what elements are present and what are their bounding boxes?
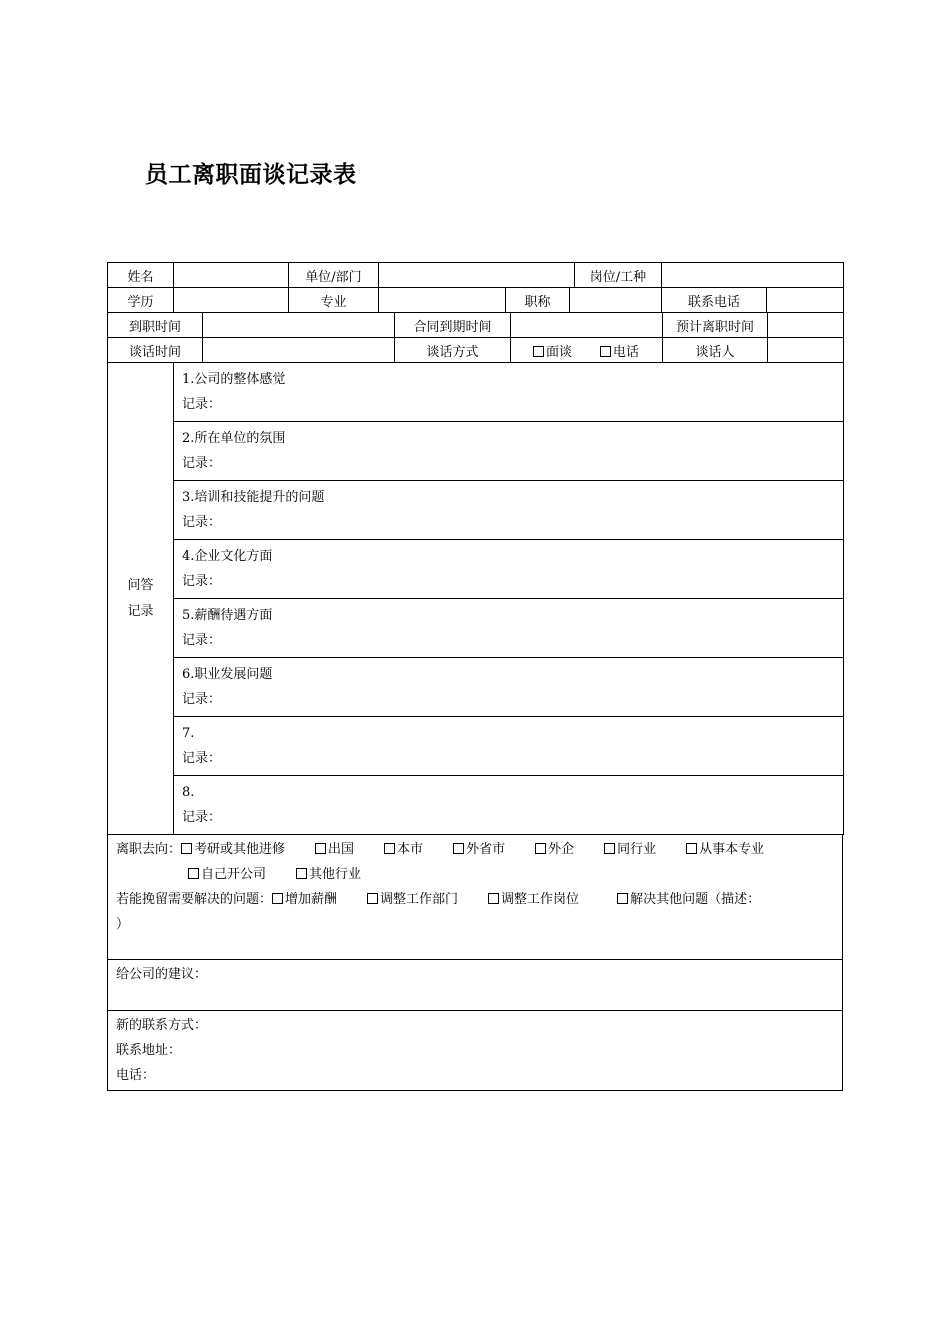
dept-field[interactable]	[379, 263, 575, 288]
checkbox-change-position[interactable]: 调整工作岗位	[488, 887, 579, 912]
destination-table	[107, 834, 843, 960]
talk-time-label: 谈话时间	[108, 338, 203, 363]
checkbox-icon	[686, 843, 697, 854]
qa-item[interactable]: 2.所在单位的氛围 记录：	[174, 422, 844, 481]
suggestion-section[interactable]	[108, 960, 843, 1011]
join-label: 到职时间	[108, 313, 203, 338]
talk-method-options	[511, 338, 663, 363]
info-table-3	[107, 312, 844, 363]
qa-item[interactable]: 1.公司的整体感觉 记录：	[174, 363, 844, 422]
qa-item[interactable]: 5.薪酬待遇方面 记录：	[174, 599, 844, 658]
checkbox-icon	[535, 843, 546, 854]
checkbox-other-province[interactable]: 外省市	[453, 837, 505, 862]
qa-side-label: 问答 记录	[108, 363, 174, 835]
talker-label: 谈话人	[663, 338, 768, 363]
position-field[interactable]	[662, 263, 844, 288]
new-contact-label: 新的联系方式：	[116, 1018, 208, 1033]
title-label: 职称	[506, 288, 570, 313]
checkbox-icon	[188, 868, 199, 879]
leave-label: 预计离职时间	[663, 313, 768, 338]
checkbox-icon	[384, 843, 395, 854]
checkbox-icon	[453, 843, 464, 854]
checkbox-same-major[interactable]: 从事本专业	[686, 837, 764, 862]
education-label: 学历	[108, 288, 174, 313]
name-field[interactable]	[174, 263, 289, 288]
info-table-1	[107, 262, 844, 288]
title-field[interactable]	[570, 288, 662, 313]
join-field[interactable]	[203, 313, 395, 338]
destination-section	[108, 835, 843, 960]
phone-label: 联系电话	[662, 288, 767, 313]
checkbox-phone[interactable]: 电话	[600, 341, 639, 360]
qa-item[interactable]: 3.培训和技能提升的问题 记录：	[174, 481, 844, 540]
checkbox-other-industry[interactable]: 其他行业	[296, 862, 361, 887]
checkbox-icon	[533, 346, 544, 357]
checkbox-icon	[181, 843, 192, 854]
name-label: 姓名	[108, 263, 174, 288]
contact-section[interactable]	[108, 1011, 843, 1091]
checkbox-icon	[315, 843, 326, 854]
contract-field[interactable]	[511, 313, 663, 338]
checkbox-icon	[367, 893, 378, 904]
dept-label: 单位/部门	[289, 263, 379, 288]
checkbox-own-company[interactable]: 自己开公司	[188, 862, 266, 887]
qa-item[interactable]: 6.职业发展问题 记录：	[174, 658, 844, 717]
exit-interview-form	[107, 262, 843, 1091]
retention-close: ）	[116, 917, 130, 932]
suggestion-table	[107, 959, 843, 1011]
checkbox-local[interactable]: 本市	[384, 837, 423, 862]
checkbox-change-department[interactable]: 调整工作部门	[367, 887, 458, 912]
checkbox-face-to-face[interactable]: 面谈	[533, 341, 572, 360]
talk-method-label: 谈话方式	[395, 338, 511, 363]
leave-field[interactable]	[768, 313, 844, 338]
qa-item[interactable]: 8. 记录：	[174, 776, 844, 835]
checkbox-icon	[617, 893, 628, 904]
position-label: 岗位/工种	[575, 263, 662, 288]
checkbox-raise-salary[interactable]: 增加薪酬	[272, 887, 337, 912]
checkbox-other-issues[interactable]: 解决其他问题（描述：	[617, 887, 760, 912]
checkbox-icon	[600, 346, 611, 357]
form-title: 员工离职面谈记录表	[145, 162, 357, 188]
checkbox-icon	[488, 893, 499, 904]
contact-phone-label: 电话：	[116, 1068, 156, 1083]
major-field[interactable]	[379, 288, 506, 313]
phone-field[interactable]	[767, 288, 844, 313]
checkbox-study[interactable]: 考研或其他进修	[181, 837, 285, 862]
contact-table	[107, 1010, 843, 1091]
talk-time-field[interactable]	[203, 338, 395, 363]
info-table-2	[107, 287, 844, 313]
qa-table	[107, 362, 844, 835]
qa-item[interactable]: 7. 记录：	[174, 717, 844, 776]
major-label: 专业	[289, 288, 379, 313]
retention-row: 若能挽留需要解决的问题： 增加薪酬 调整工作部门 调整工作岗位 解决其他问题（描述：	[116, 887, 834, 912]
checkbox-same-industry[interactable]: 同行业	[604, 837, 656, 862]
destination-row-2	[116, 862, 834, 887]
qa-item[interactable]: 4.企业文化方面 记录：	[174, 540, 844, 599]
checkbox-abroad[interactable]: 出国	[315, 837, 354, 862]
address-label: 联系地址：	[116, 1043, 182, 1058]
checkbox-icon	[272, 893, 283, 904]
talker-field[interactable]	[768, 338, 844, 363]
checkbox-icon	[604, 843, 615, 854]
contract-label: 合同到期时间	[395, 313, 511, 338]
suggestion-label: 给公司的建议：	[116, 967, 208, 982]
education-field[interactable]	[174, 288, 289, 313]
destination-row-1: 离职去向： 考研或其他进修 出国 本市 外省市 外企 同行业 从事本专业	[116, 837, 834, 862]
checkbox-icon	[296, 868, 307, 879]
checkbox-foreign-company[interactable]: 外企	[535, 837, 574, 862]
